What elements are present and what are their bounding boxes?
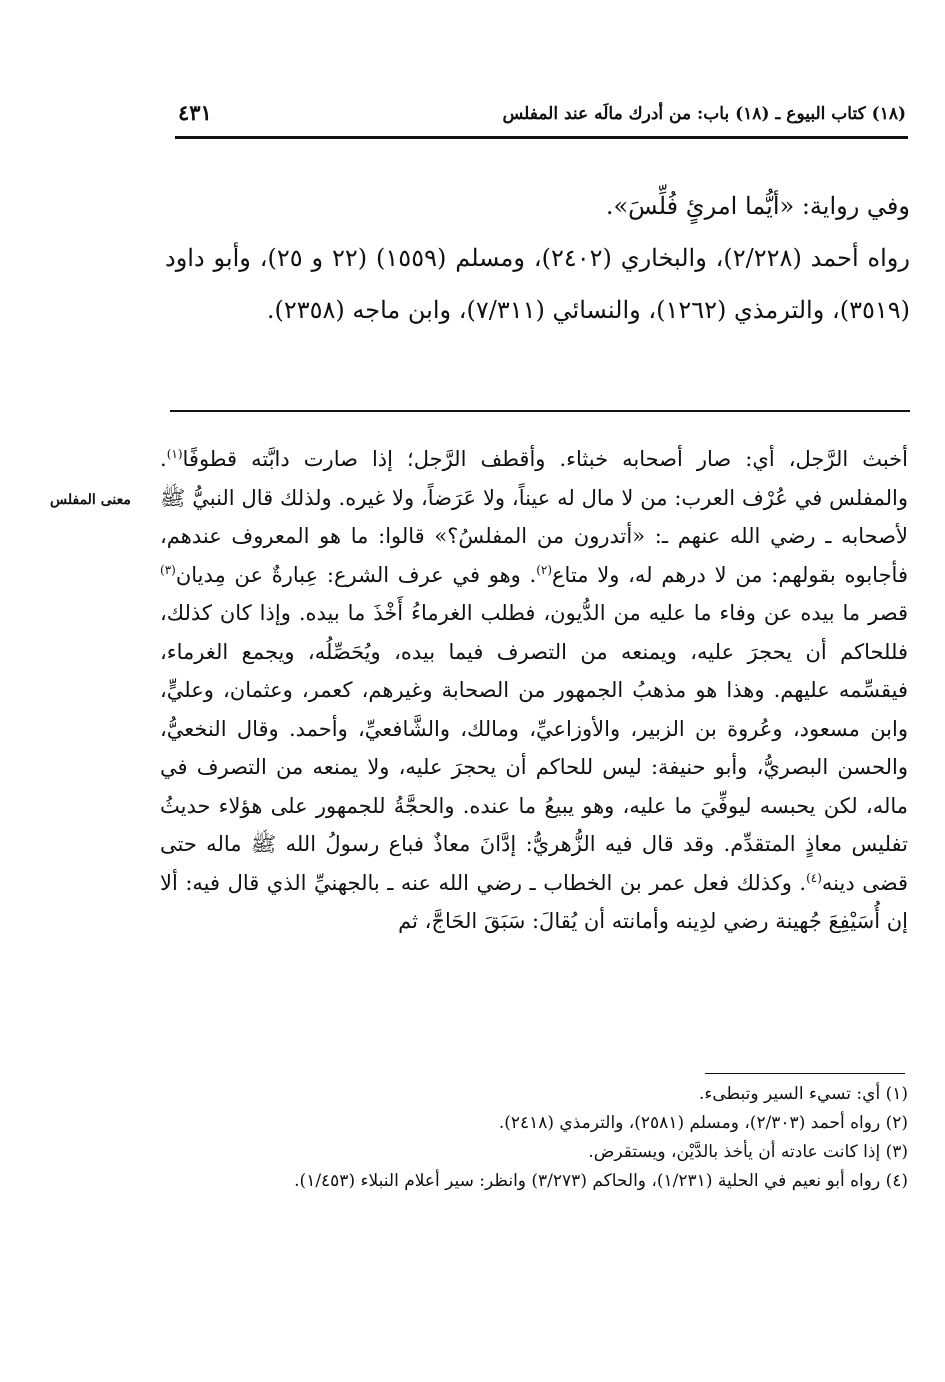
hadith-section [165,180,910,336]
footnote-ref-3[interactable]: (٣) [160,562,176,577]
commentary-part: أخبث الرَّجل، أي: صار أصحابه خبثاء. وأقطف الرَّجل؛ إذا صارت دابَّته قطوفًا [182,447,908,471]
hadith-riwaya: وفي رواية: «أيُّما امرئٍ فُلِّسَ». [605,192,910,220]
footnote-rule [705,1073,905,1074]
page-header [178,98,906,136]
commentary-part: . والمفلس في عُرْف العرب: من لا مال له عيناً، ولا عَرَضاً، ولا غيره. ولذلك قال النبيُّ ﷺ لأصحابه ـ رضي الله عنهم ـ: «أتدرون من المفلسُ؟» قالوا: ما هو المعروف عندهم، فأجابوه بقولهم: من لا درهم له، ولا متاع [160,447,908,587]
footnote-1: (١) أي: تسيء السير وتبطىء. [698,1084,908,1104]
commentary-text [160,440,908,941]
commentary-part: قصر ما بيده عن وفاء ما عليه من الدُّيون، فطلب الغرماءُ أَخْذَ ما بيده. وإذا كان كذلك، فللحاكم أن يحجرَ عليه، ويمنعه من التصرف فيما بيده، ويُحَصِّلُه، ويجمع الغرماء، فيقسِّمه عليهم. وهذا هو مذهبُ الجمهور من الصحابة وغيرهم، كعمر، وعثمان، وعليٍّ، وابن مسعود، وعُروة بن الزبير، والأوزاعيِّ، ومالك، والشَّافعيِّ، وأحمد. وقال النخعيُّ، والحسن البصريُّ، وأبو حنيفة: ليس للحاكم أن يحجرَ عليه، ولا يمنعه من التصرف في ماله، لكن يحبسه ليوفِّيَ ما عليه، وهو يبيعُ ما عنده. والحجَّةُ للجمهور على هؤلاء حديثُ تفليس معاذٍ المتقدِّم. وقد قال فيه الزُّهريُّ: إدَّانَ معاذٌ فباع رسولُ الله ﷺ ماله حتى قضى دينه [160,601,908,895]
footnotes [160,1080,908,1196]
footnote-ref-2[interactable]: (٢) [536,562,553,577]
footnote-4: (٤) رواه أبو نعيم في الحلية (١/٢٣١)، والحاكم (٣/٢٧٣) وانظر: سير أعلام النبلاء (١/٤٥٣). [294,1171,908,1191]
footnote-2: (٢) رواه أحمد (٢/٣٠٣)، ومسلم (٢٥٨١)، والترمذي (٢٤١٨). [498,1113,908,1133]
footnote-ref-1[interactable]: (١) [166,447,183,461]
hadith-takhrij: رواه أحمد (٢/٢٢٨)، والبخاري (٢٤٠٢)، ومسلم (١٥٥٩) (٢٢ و ٢٥)، وأبو داود (٣٥١٩)، والترمذي (١٢٦٢)، والنسائي (٧/٣١١)، وابن ماجه (٢٣٥٨). [165,244,910,324]
running-title: (١٨) كتاب البيوع ـ (١٨) باب: من أدرك مالَه عند المفلس [502,104,906,124]
section-divider [170,410,910,412]
margin-note: معنى المفلس [50,492,131,508]
header-rule [175,136,908,139]
footnote-3: (٣) إذا كانت عادته أن يأخذ بالدَّيْن، ويستقرض. [588,1142,908,1162]
footnote-ref-4[interactable]: (٤) [806,870,822,885]
commentary-part: . وكذلك فعل عمر بن الخطاب ـ رضي الله عنه ـ بالجهنيِّ الذي قال فيه: ألا إن أُسَيْفِعَ جُهينة رضي لدِينه وأمانته أن يُقالَ: سَبَقَ الحَاجَّ، ثم [160,870,908,933]
page-number: ٤٣١ [178,100,212,125]
commentary-part: . وهو في عرف الشرع: عِبارةٌ عن مِديان [175,562,537,587]
